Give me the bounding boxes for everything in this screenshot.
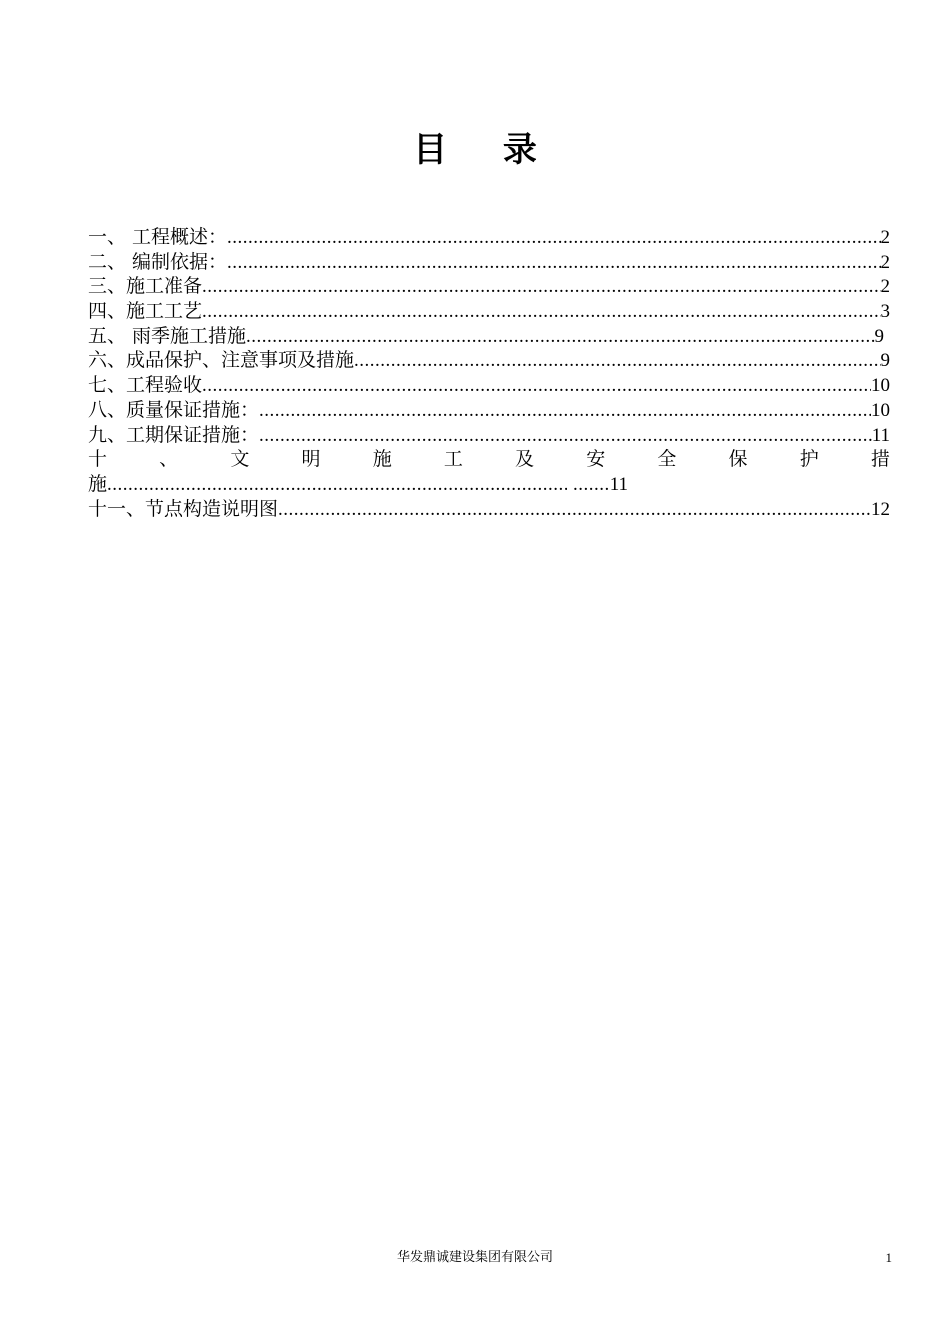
toc-entry-label: 九、工期保证措施： [88,423,260,446]
toc-char: 保 [728,448,748,471]
toc-entry-continuation [88,472,890,497]
toc-entry[interactable] [88,324,890,349]
toc-entry[interactable] [88,348,890,373]
toc-leader-dots [107,473,567,498]
toc-entry-justified-label [88,447,890,472]
toc-entry-page: 2 [880,276,890,298]
toc-entry-page: 12 [871,498,890,520]
toc-entry-label: 一、 工程概述： [88,226,228,248]
toc-leader-dots [246,325,874,350]
toc-entry-label: 四、施工工艺 [88,300,203,323]
toc-entry-page: 11 [871,424,890,446]
toc-entry-label: 十一、节点构造说明图 [88,497,279,520]
toc-entry-page: 11 [609,473,629,495]
toc-entry-page: 9 [880,350,890,372]
toc-char: 、 [159,448,179,471]
toc-leader-dots-short: ....... [573,473,610,495]
toc-leader-dots [202,374,871,399]
toc-char: 全 [657,448,677,471]
toc-entry[interactable] [88,250,890,275]
toc-entry[interactable] [88,274,890,299]
toc-char: 及 [515,448,535,471]
toc-entry-label: 二、 编制依据： [88,250,228,273]
toc-char: 护 [799,448,819,471]
table-of-contents [88,225,890,521]
footer-page-number: 1 [885,1250,892,1265]
toc-leader-dots [259,424,872,449]
toc-char: 工 [443,448,463,471]
toc-char: 十 [88,448,108,471]
toc-entry-label: 七、工程验收 [88,374,203,397]
toc-entry-label: 三、施工准备 [88,275,203,298]
toc-leader-dots [278,498,871,523]
toc-leader-dots [202,300,880,325]
toc-leader-dots [227,226,880,251]
toc-entry-page: 2 [880,227,890,248]
toc-entry-wrapped[interactable] [88,447,890,496]
toc-char: 文 [230,448,250,471]
toc-entry-label-continued: 施 [88,472,108,495]
toc-entry-label: 八、质量保证措施： [88,398,260,421]
toc-entry-page: 3 [880,301,890,323]
toc-char: 施 [372,448,392,471]
toc-char: 明 [301,448,321,471]
toc-entry-page: 10 [871,375,890,397]
toc-char: 安 [586,448,606,471]
toc-entry[interactable] [88,423,890,448]
toc-entry-label: 五、 雨季施工措施 [88,324,247,347]
toc-entry[interactable] [88,225,890,250]
toc-entry-page: 10 [871,399,890,421]
toc-leader-dots [202,275,880,300]
page-title: 目 录 [413,130,559,170]
toc-entry-page: 9 [874,325,884,347]
toc-entry[interactable] [88,497,890,522]
toc-entry-label: 六、成品保护、注意事项及措施 [88,349,355,372]
toc-leader-dots [259,399,871,424]
toc-entry[interactable] [88,398,890,423]
toc-entry[interactable] [88,373,890,398]
toc-entry[interactable] [88,299,890,324]
toc-leader-dots [227,251,880,276]
footer-company-name: 华发鼎诚建设集团有限公司 [396,1250,553,1265]
toc-entry-page: 2 [880,251,890,273]
toc-leader-dots [354,349,880,374]
toc-char: 措 [870,448,890,471]
